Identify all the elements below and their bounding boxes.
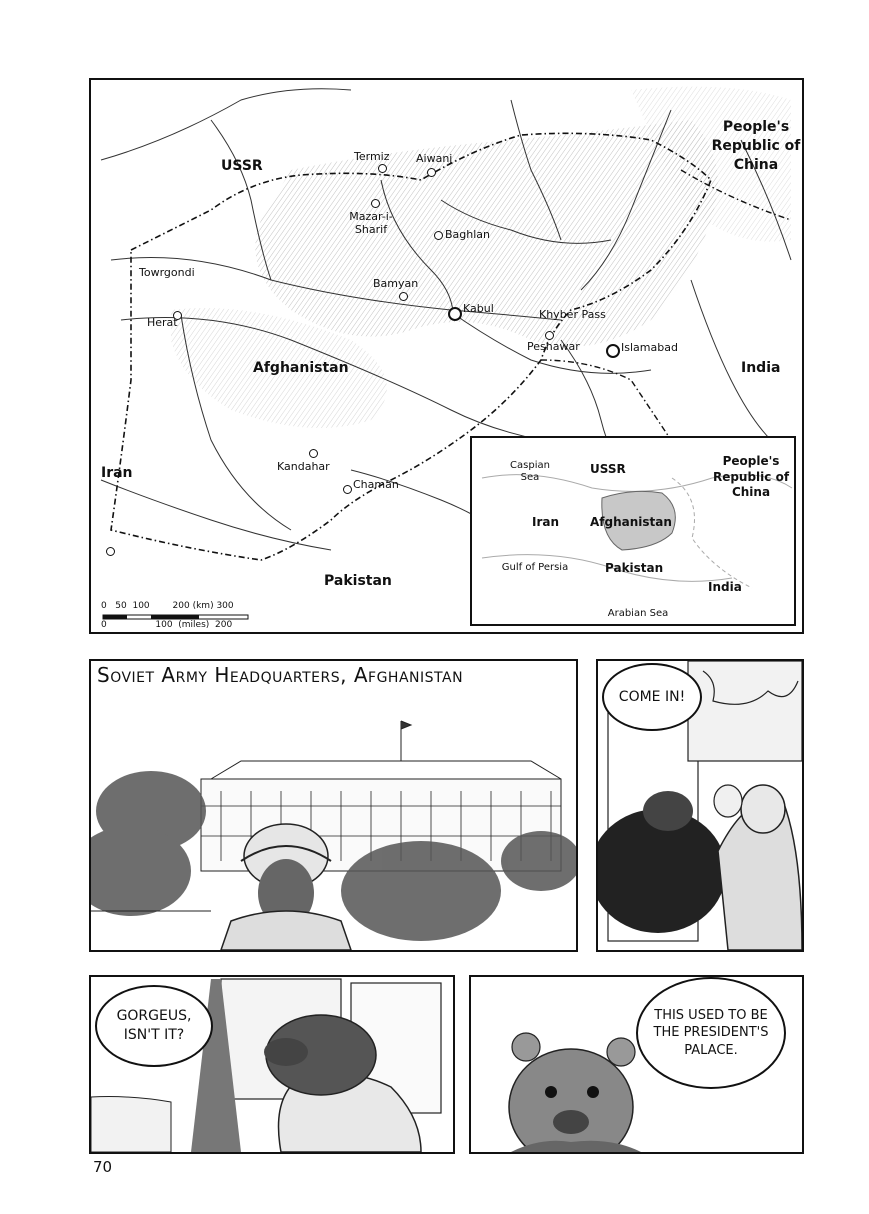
city-marker-kandahar <box>309 449 318 458</box>
map-label-ussr: USSR <box>221 158 263 174</box>
city-marker-bamyan <box>399 292 408 301</box>
palace-illustration <box>91 661 576 950</box>
map-label-china: People's Republic of China <box>711 119 801 173</box>
city-label-islamabad: Islamabad <box>621 341 678 354</box>
inset-label-pakistan: Pakistan <box>605 561 664 575</box>
inset-label-caspian: Caspian Sea <box>510 460 550 483</box>
bear-closeup-panel <box>469 975 804 1154</box>
city-label-mazar: Mazar-i-Sharif <box>349 210 393 236</box>
city-label-towrgondi: Towrgondi <box>139 266 195 279</box>
location-caption: Soviet Army Headquarters, Afghanistan <box>97 663 464 687</box>
inset-label-china: People's Republic of China <box>712 454 790 500</box>
city-label-kandahar: Kandahar <box>277 460 330 473</box>
city-label-baghlan: Baghlan <box>445 228 491 241</box>
city-label-termiz: Termiz <box>354 150 390 163</box>
city-marker-islamabad <box>606 344 620 358</box>
city-marker-aiwanj <box>427 168 436 177</box>
map-label-afghanistan: Afghanistan <box>253 360 349 376</box>
city-label-chaman: Chaman <box>353 478 399 491</box>
office-door-panel <box>596 659 804 952</box>
city-marker-termiz <box>378 164 387 173</box>
inset-label-ussr: USSR <box>590 462 626 476</box>
speech-bubble-gorgeus: GORGEUS, ISN'T IT? <box>95 985 213 1067</box>
inset-label-india: India <box>708 580 742 594</box>
page-number: 70 <box>93 1158 113 1176</box>
inset-label-arabian: Arabian Sea <box>607 608 669 619</box>
city-label-peshawar: Peshawar <box>527 340 580 353</box>
scale-miles-label: 0 100 (miles) 200 <box>101 620 233 630</box>
inset-label-iran: Iran <box>532 515 560 529</box>
map-label-iran: Iran <box>101 465 133 481</box>
hq-exterior-panel <box>89 659 578 952</box>
city-label-aiwanj: Aiwanj <box>416 152 453 165</box>
city-marker-kabul <box>448 307 462 321</box>
speech-bubble-come-in: COME IN! <box>602 663 702 731</box>
map-label-india: India <box>741 360 781 376</box>
city-marker-chaman <box>343 485 352 494</box>
city-marker-baghlan <box>434 231 443 240</box>
city-label-kabul: Kabul <box>463 302 494 315</box>
officer-panel <box>89 975 455 1154</box>
scale-km-label: 0 50 100 200 (km) 300 <box>101 601 234 611</box>
inset-label-afghanistan: Afghanistan <box>590 515 672 529</box>
city-marker-mazar <box>371 199 380 208</box>
city-label-bamyan: Bamyan <box>373 277 419 290</box>
speech-bubble-president: THIS USED TO BE THE PRESIDENT'S PALACE. <box>636 977 786 1089</box>
map-panel <box>89 78 804 634</box>
city-label-herat: Herat <box>147 316 178 329</box>
city-label-khyber: Khyber Pass <box>539 308 606 321</box>
inset-map <box>470 436 796 626</box>
city-marker-peshawar <box>545 331 554 340</box>
inset-label-gulf: Gulf of Persia <box>501 562 569 573</box>
map-label-pakistan: Pakistan <box>324 573 392 589</box>
city-marker-border <box>106 547 115 556</box>
